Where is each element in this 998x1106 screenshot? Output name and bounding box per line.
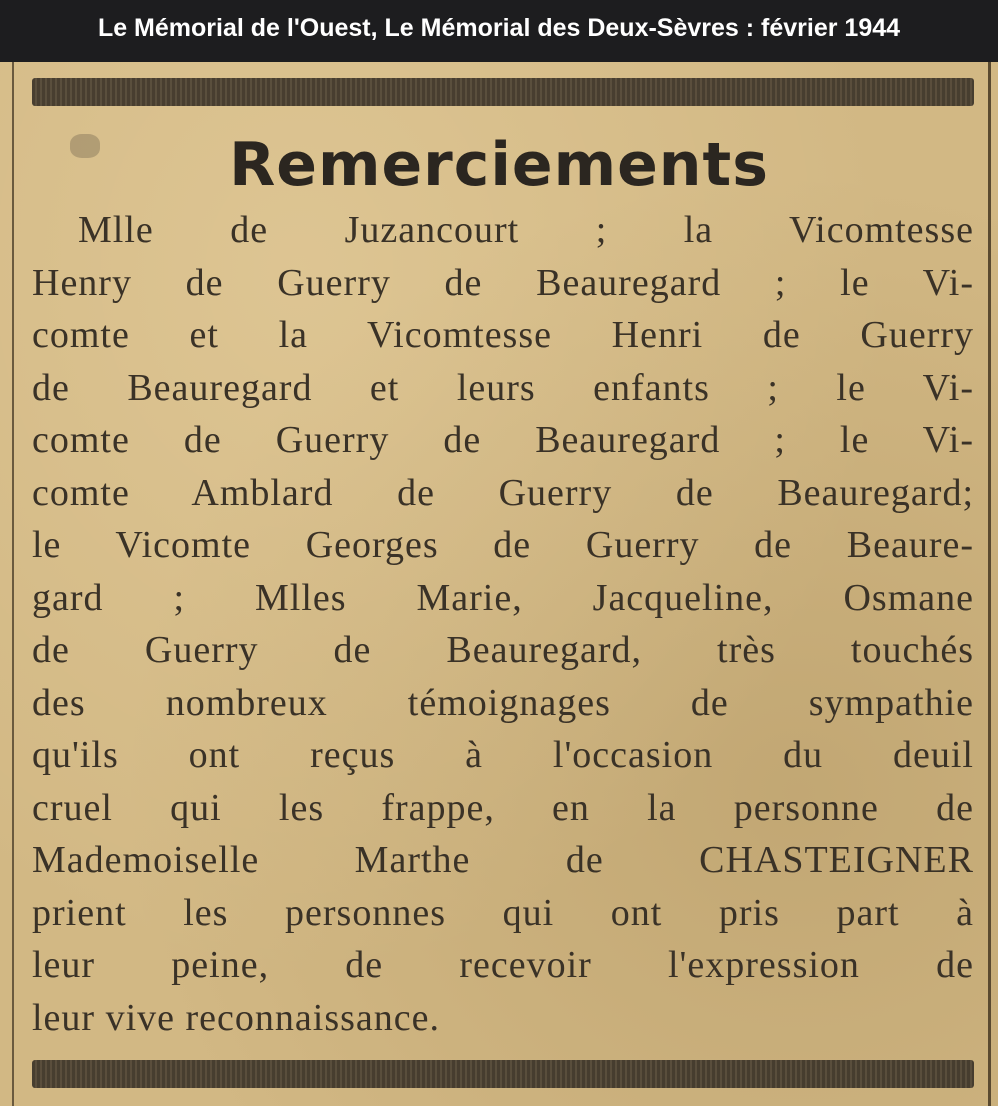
article-line: prient les personnes qui ont pris part à [32, 891, 974, 934]
article-line: leur vive reconnaissance. [32, 996, 440, 1039]
article-line: Mademoiselle Marthe de CHASTEIGNER [32, 839, 974, 881]
article-line: leur peine, de recevoir l'expression de [32, 944, 974, 986]
bottom-decorative-rule [32, 1060, 974, 1088]
article-line: des nombreux témoignages de sympathie [32, 681, 974, 724]
article-line: Henry de Guerry de Beauregard ; le Vi- [32, 261, 974, 304]
article-line: Mlle de Juzancourt ; la Vicomtesse [78, 209, 974, 251]
article-line: gard ; Mlles Marie, Jacqueline, Osmane [32, 576, 974, 619]
right-column-rule [988, 62, 991, 1106]
top-decorative-rule [32, 78, 974, 106]
article-line: de Guerry de Beauregard, très touchés [32, 629, 974, 671]
article-line: de Beauregard et leurs enfants ; le Vi- [32, 366, 974, 409]
article-body [32, 204, 974, 1044]
article-headline: Remerciements [229, 130, 769, 200]
article-line: comte de Guerry de Beauregard ; le Vi- [32, 419, 974, 461]
left-column-rule [12, 62, 14, 1106]
article-line: qu'ils ont reçus à l'occasion du deuil [32, 734, 974, 776]
article-line: comte et la Vicomtesse Henri de Guerry [32, 314, 974, 356]
article-line: le Vicomte Georges de Guerry de Beaure- [32, 524, 974, 566]
article-line: comte Amblard de Guerry de Beauregard; [32, 471, 974, 514]
article-line: cruel qui les frappe, en la personne de [32, 786, 974, 829]
image-caption: Le Mémorial de l'Ouest, Le Mémorial des Deux-Sèvres : février 1944 [0, 0, 998, 62]
newspaper-clipping [0, 62, 998, 1106]
